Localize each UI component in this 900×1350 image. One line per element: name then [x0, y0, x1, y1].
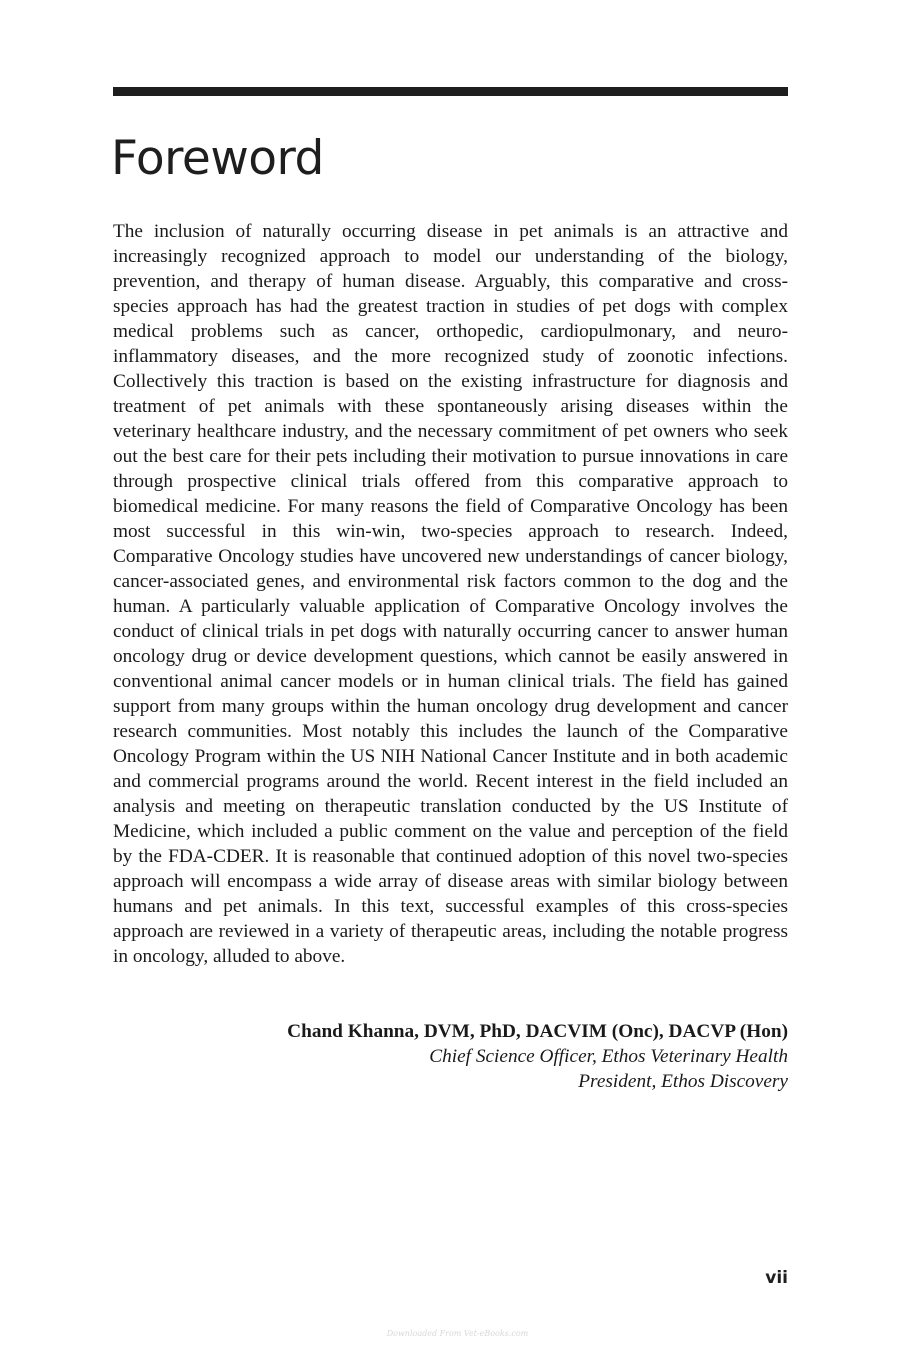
author-name: Chand Khanna, DVM, PhD, DACVIM (Onc), DACVP (Hon) — [287, 1021, 788, 1042]
author-title-1: Chief Science Officer, Ethos Veterinary Health — [429, 1046, 788, 1067]
download-watermark: Downloaded From Vet-eBooks.com — [386, 1329, 529, 1338]
signature-block — [113, 1019, 788, 1094]
top-rule — [113, 87, 788, 96]
page-number: vii — [765, 1268, 788, 1288]
author-title-2: President, Ethos Discovery — [578, 1071, 788, 1092]
foreword-paragraph: The inclusion of naturally occurring disease in pet animals is an attractive and increasingly recognized approach to model our understanding of the biology, prevention, and therapy of human disease. Arguably, this comparative and cross-species approach has had the greatest traction in studies of pet dogs with complex medical problems such as cancer, orthopedic, cardiopulmonary, and neuro-inflammatory diseases, and the more recognized study of zoonotic infections. Collectively this traction is based on the existing infrastructure for diagnosis and treatment of pet animals with these spontaneously arising diseases within the veterinary healthcare industry, and the necessary commitment of pet owners who seek out the best care for their pets including their motivation to pursue innovations in care through prospective clinical trials offered from this comparative approach to biomedical medicine. For many reasons the field of Comparative Oncology has been most successful in this win-win, two-species approach to research. Indeed, Comparative Oncology studies have uncovered new understandings of cancer biology, cancer-associated genes, and environmental risk factors common to the dog and the human. A particularly valuable application of Comparative Oncology involves the conduct of clinical trials in pet dogs with naturally occurring cancer to answer human oncology drug or device development questions, which cannot be easily answered in conventional animal cancer models or in human clinical trials. The field has gained support from many groups within the human oncology drug development and cancer research communities. Most notably this includes the launch of the Comparative Oncology Program within the US NIH National Cancer Institute and in both academic and commercial programs around the world. Recent interest in the field included an analysis and meeting on therapeutic translation conducted by the US Institute of Medicine, which included a public comment on the value and perception of the field by the FDA-CDER. It is reasonable that continued adoption of this novel two-species approach will encompass a wide array of disease areas with similar biology between humans and pet animals. In this text, successful examples of this cross-species approach are reviewed in a variety of therapeutic areas, including the notable progress in oncology, alluded to above. — [113, 221, 788, 967]
chapter-title: Foreword — [111, 131, 324, 186]
